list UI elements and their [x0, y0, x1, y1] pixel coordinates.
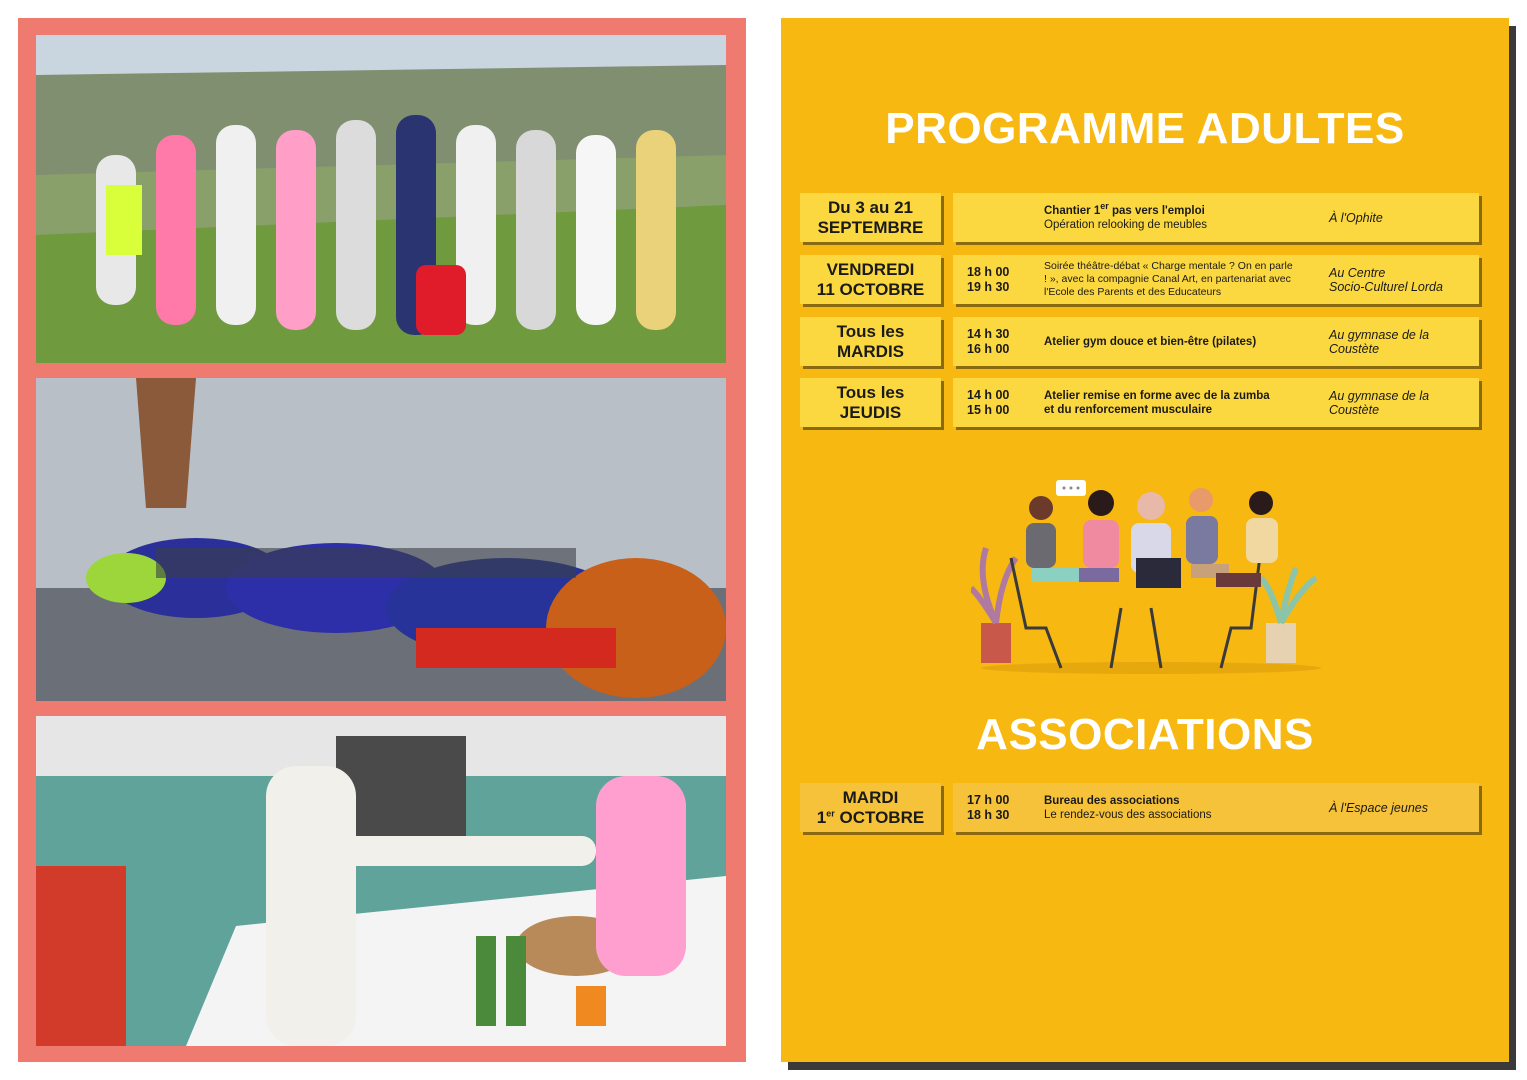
place-text: Au Centre — [1329, 265, 1386, 280]
desc-text: Soirée théâtre-débat « Charge mentale ? On en parle ! », avec la compagnie Canal Art, en partenariat avec l'Ecole des Parents et des Educateurs — [1044, 260, 1293, 298]
association-info — [953, 783, 1479, 832]
schedule-date — [800, 193, 941, 242]
schedule-info — [953, 255, 1479, 304]
plant-pot-left — [981, 623, 1011, 663]
associations-title: ASSOCIATIONS — [976, 710, 1314, 759]
desc-title — [1044, 200, 1294, 218]
schedule-description — [1044, 255, 1294, 304]
schedule-description — [1044, 317, 1294, 366]
schedule-times — [967, 255, 1009, 304]
desc-subtitle: Opération relooking de meubles — [1044, 218, 1208, 231]
association-times — [967, 783, 1009, 832]
schedule-date — [800, 378, 941, 427]
time-start: 14 h 30 — [967, 326, 1010, 341]
date-line: Du 3 au 21 — [827, 197, 914, 217]
schedule-place — [1329, 255, 1475, 304]
desc-text: pas vers l'emploi — [1108, 204, 1205, 217]
schedule-place — [1329, 317, 1475, 366]
date-line: SEPTEMBRE — [817, 217, 924, 237]
schedule-info — [953, 193, 1479, 242]
plant-pot-right — [1266, 623, 1296, 663]
schedule-times — [967, 378, 1009, 427]
schedule-place — [1329, 378, 1475, 427]
date-line: Tous les — [836, 382, 905, 402]
schedule-description — [1044, 378, 1294, 427]
right-program-panel — [781, 18, 1509, 1062]
place-text: Au gymnase de la — [1329, 327, 1430, 342]
date-line: MARDI — [842, 787, 899, 807]
schedule-date — [800, 255, 941, 304]
time-start: 18 h 00 — [967, 264, 1010, 279]
group-discussion-illustration — [971, 478, 1331, 678]
date-line: MARDIS — [836, 341, 905, 361]
association-description — [1044, 783, 1294, 832]
desc-title: Bureau des associations — [1044, 794, 1180, 807]
date-line: 1 — [816, 807, 827, 827]
time-start: 17 h 00 — [967, 792, 1010, 807]
time-end: 19 h 30 — [967, 279, 1010, 294]
bean-bag-room-photo — [36, 378, 726, 701]
left-photo-panel — [18, 18, 746, 1062]
kitchen-activity-photo — [36, 716, 726, 1046]
date-line: 11 OCTOBRE — [816, 279, 925, 299]
time-end: 18 h 30 — [967, 807, 1010, 822]
association-place — [1329, 783, 1475, 832]
schedule-description — [1044, 193, 1294, 242]
schedule-place — [1329, 193, 1475, 242]
programme-adultes-title: PROGRAMME ADULTES — [885, 104, 1405, 153]
schedule-times — [967, 317, 1009, 366]
desc-subtitle: Le rendez-vous des associations — [1044, 808, 1212, 821]
association-date — [800, 783, 941, 832]
schedule-date — [800, 317, 941, 366]
place-text: Au gymnase de la — [1329, 388, 1430, 403]
date-line: OCTOBRE — [834, 807, 925, 827]
date-line: Tous les — [836, 321, 905, 341]
place-text: Socio-Culturel Lorda — [1329, 279, 1443, 294]
desc-text: Chantier 1 — [1044, 204, 1101, 217]
place-text: Coustète — [1329, 341, 1380, 356]
time-end: 16 h 00 — [967, 341, 1010, 356]
desc-sup: er — [1100, 200, 1109, 211]
desc-title: Atelier gym douce et bien-être (pilates) — [1044, 335, 1257, 348]
time-end: 15 h 00 — [967, 402, 1010, 417]
date-sup: er — [826, 807, 835, 818]
date-line: VENDREDI — [826, 259, 915, 279]
schedule-info — [953, 317, 1479, 366]
place-text: À l'Espace jeunes — [1329, 800, 1428, 815]
time-start: 14 h 00 — [967, 387, 1010, 402]
group-hike-photo — [36, 35, 726, 363]
place-text: À l'Ophite — [1329, 210, 1383, 225]
desc-title: et du renforcement musculaire — [1044, 403, 1213, 416]
desc-title: Atelier remise en forme avec de la zumba — [1044, 389, 1270, 402]
place-text: Coustète — [1329, 402, 1380, 417]
schedule-info — [953, 378, 1479, 427]
date-line: JEUDIS — [839, 402, 902, 422]
